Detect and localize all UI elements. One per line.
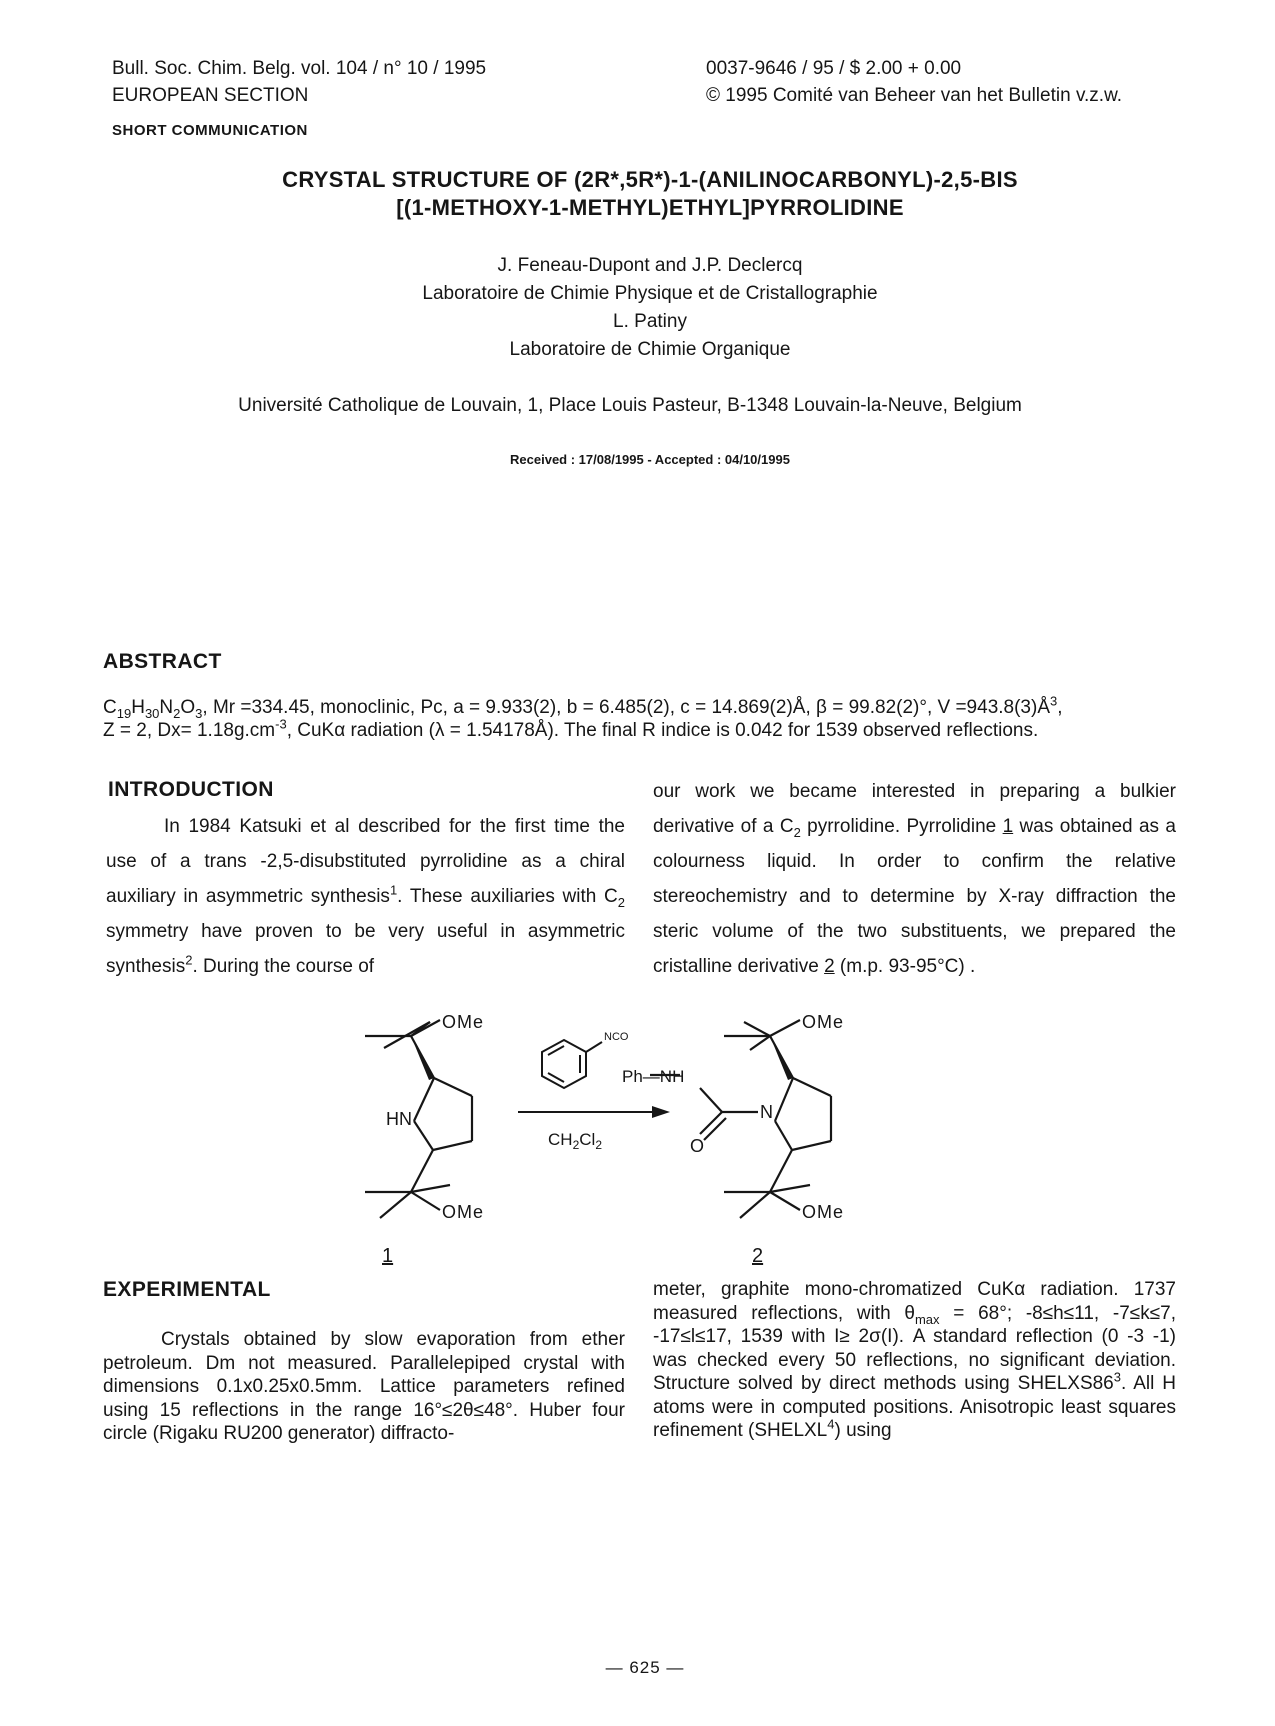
ph-nh-label: Ph—NH	[622, 1067, 685, 1086]
introduction-heading: INTRODUCTION	[108, 778, 274, 801]
experimental-heading: EXPERIMENTAL	[103, 1278, 271, 1301]
authors-1: J. Feneau-Dupont and J.P. Declercq	[497, 255, 803, 276]
experimental-right-column: meter, graphite mono-chromatized CuKα radiation. 1737 measured reflections, with $\theta_{max} = 68^\circ$; -8≤h≤11, -7≤k≤7, -17≤l≤17, 1539 with I≥ 2σ(I). A standard reflection (0 -3 -1) was checked every 50 reflections, no significant deviation. Structure solved by direct methods using $SHELXS86^3$. All H atoms were in computed positions. Anisotropic least squares refinement (SHELXL$^4$) using	[653, 1279, 1177, 1441]
phenyl-isocyanate-structure	[542, 1040, 602, 1088]
issn-price: 0037-9646 / 95 / $ 2.00 + 0.00	[706, 58, 962, 79]
copyright-notice: © 1995 Comité van Beheer van het Bulletin v.z.w.	[706, 85, 1123, 106]
ome-label-1a: OMe	[442, 1012, 485, 1032]
reaction-scheme	[330, 1000, 960, 1270]
paper-title-line-2: [(1-METHOXY-1-METHYL)ETHYL]PYRROLIDINE	[396, 195, 904, 220]
product-2-structure	[650, 1020, 831, 1218]
page-number: — 625 —	[605, 1658, 685, 1677]
abstract-heading: ABSTRACT	[103, 650, 222, 673]
journal-citation: Bull. Soc. Chim. Belg. vol. 104 / n° 10 / 1995	[112, 58, 487, 79]
introduction-left-column: In 1984 Katsuki et al described for the first time the use of a trans -2,5-disubstituted pyrrolidine as a chiral auxiliary in asymmetric synthesis$^1$. These auxiliaries with $C_2$ symmetry have proven to be very useful in asymmetric synthesis$^2$. During the course of	[106, 816, 625, 977]
received-dates: Received : 17/08/1995 - Accepted : 04/10/1995	[510, 452, 790, 467]
university-address: Université Catholique de Louvain, 1, Place Louis Pasteur, B-1348 Louvain-la-Neuve, Belgium	[238, 395, 1022, 416]
n-label: N	[760, 1102, 773, 1122]
hn-label: HN	[386, 1109, 412, 1129]
journal-section: EUROPEAN SECTION	[112, 85, 309, 106]
abstract-text	[103, 693, 1183, 742]
o-label: O	[690, 1136, 705, 1156]
solvent-label: $CH_2Cl_2$	[548, 1130, 602, 1152]
ome-label-2a: OMe	[802, 1012, 845, 1032]
laboratory-1: Laboratoire de Chimie Physique et de Cristallographie	[422, 283, 878, 304]
ome-label-1b: OMe	[442, 1202, 485, 1222]
authors-2: L. Patiny	[613, 311, 687, 332]
ome-label-2b: OMe	[802, 1202, 845, 1222]
article-type: SHORT COMMUNICATION	[112, 122, 308, 139]
abstract-line-1: $C_{19}H_{30}N_2O_3$, Mr =334.45, monoclinic, Pc, a = 9.933(2), b = 6.485(2), c = 14.869(2)Å, β = 99.82(2)°, $V =943.8(3)Å^3$,	[103, 693, 1063, 721]
compound-1-label: 1	[382, 1245, 394, 1267]
paper-title-line-1: CRYSTAL STRUCTURE OF (2R*,5R*)-1-(ANILINOCARBONYL)-2,5-BIS	[282, 167, 1018, 192]
nco-label: NCO	[604, 1031, 629, 1043]
introduction-right-column: our work we became interested in preparing a bulkier derivative of a $C_2$ pyrrolidine. Pyrrolidine 1 was obtained as a colourness liquid. In order to confirm the relative stereochemistry and to determine by X-ray diffraction the steric volume of the two substituents, we prepared the cristalline derivative 2 (m.p. 93-95°C) .	[653, 781, 1176, 977]
laboratory-2: Laboratoire de Chimie Organique	[509, 339, 791, 360]
compound-2-label: 2	[752, 1245, 764, 1267]
experimental-left-column: Crystals obtained by slow evaporation from ether petroleum. Dm not measured. Parallelepiped crystal with dimensions 0.1x0.25x0.5mm. Lattice parameters refined using 15 reflections in the range 16°≤2θ≤48°. Huber four circle (Rigaku RU200 generator) diffracto-	[103, 1329, 625, 1444]
abstract-line-2: Z = 2, $Dx= 1.18g.cm^{-3}$, CuKα radiation (λ = 1.54178Å). The final R indice is 0.042 for 1539 observed reflections.	[103, 716, 1039, 741]
